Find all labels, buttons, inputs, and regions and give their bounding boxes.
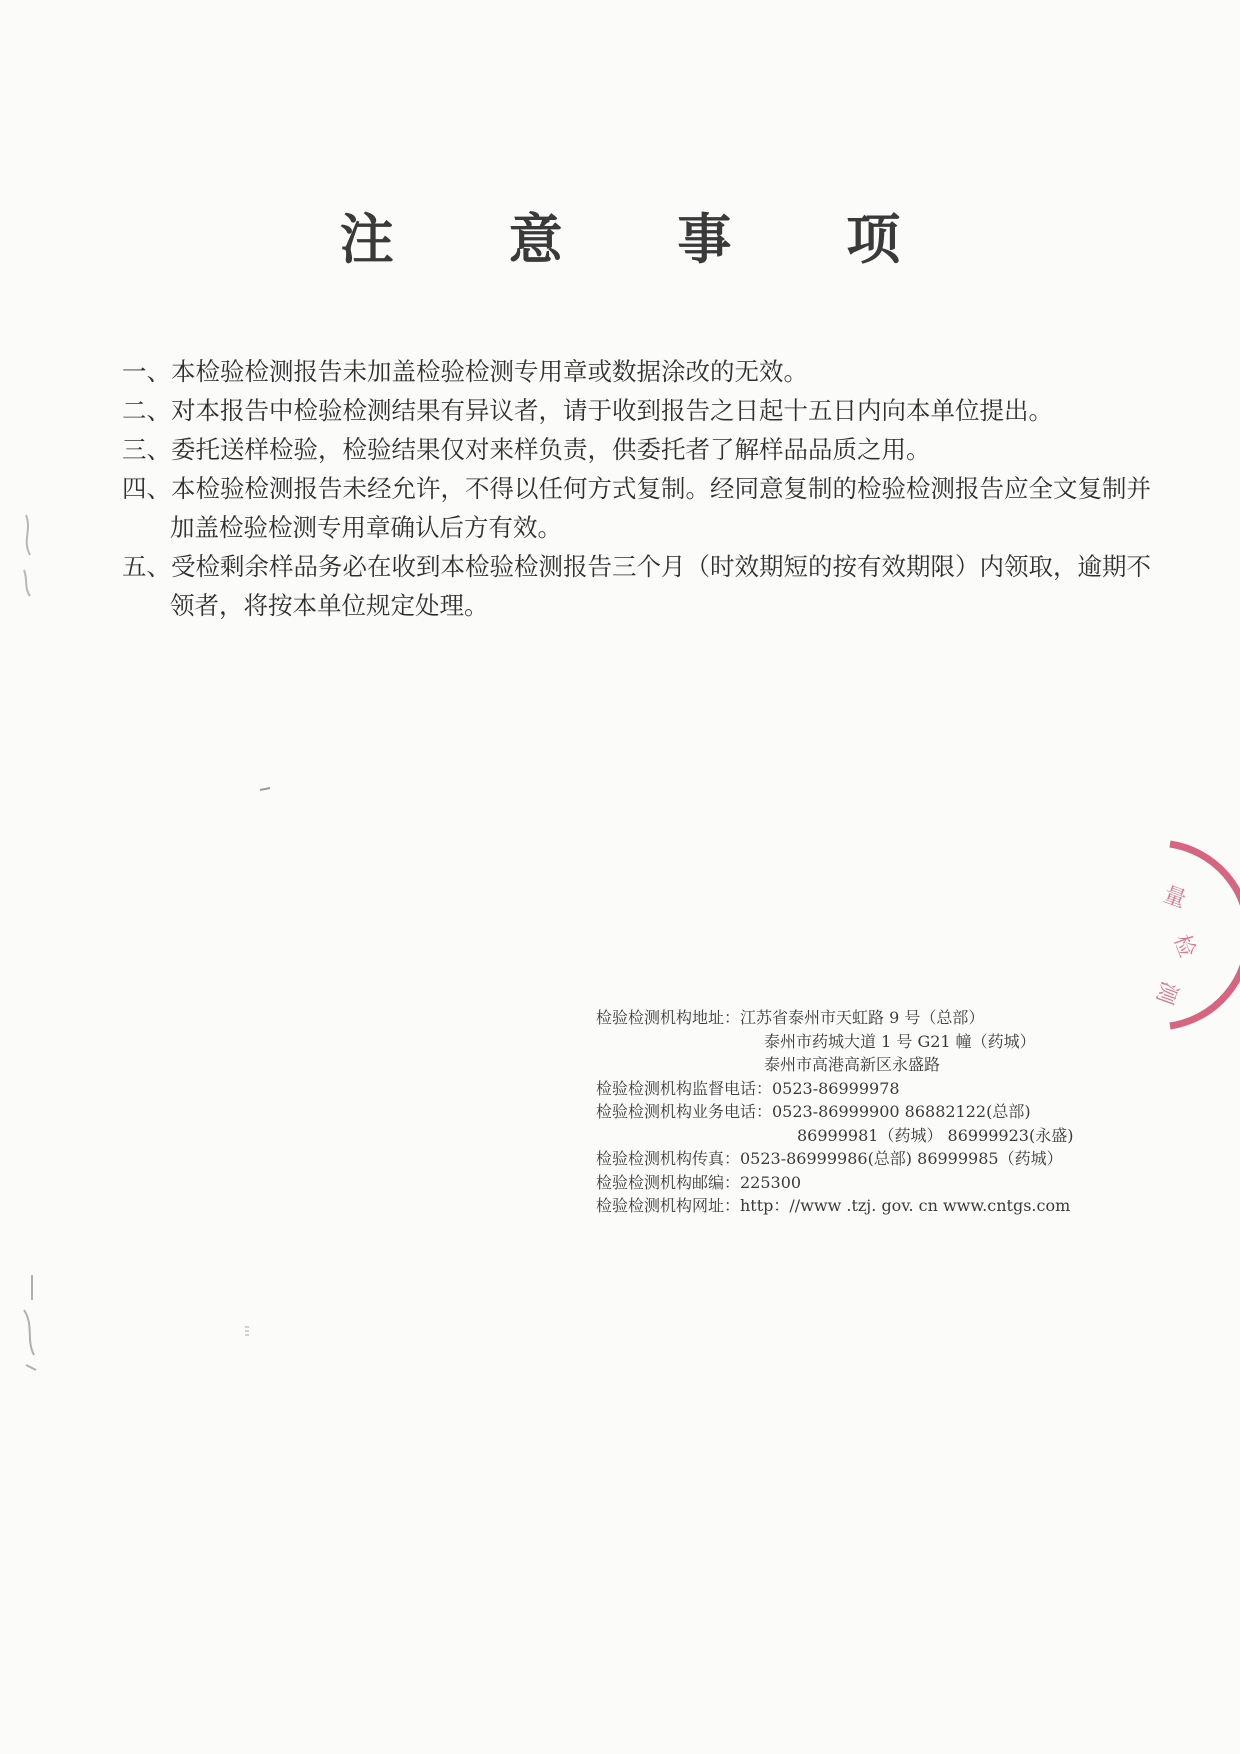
scan-speck — [258, 785, 278, 795]
note-item-3: 三、委托送样检验，检验结果仅对来样负责，供委托者了解样品品质之用。 — [122, 435, 931, 464]
page-title: 注 意 事 项 — [339, 208, 949, 271]
note-item-4: 四、本检验检测报告未经允许，不得以任何方式复制。经同意复制的检验检测报告应全文复制并加盖检验检测专用章确认后方有效。 — [122, 474, 1151, 542]
address-line-3: 泰州市高港高新区永盛路 — [764, 1055, 941, 1074]
address-line-2: 泰州市药城大道 1 号 G21 幢（药城） — [764, 1031, 1036, 1051]
address-line-1: 江苏省泰州市天虹路 9 号（总部） — [740, 1008, 985, 1027]
note-item-5: 五、受检剩余样品务必在收到本检验检测报告三个月（时效期短的按有效期限）内领取，逾期不领者，将按本单位规定处理。 — [122, 552, 1151, 620]
business-phone-1: 检验检测机构业务电话：0523-86999900 86882122(总部) — [596, 1102, 1031, 1121]
fax: 检验检测机构传真：0523-86999986(总部) 86999985（药城） — [596, 1149, 1063, 1168]
website: 检验检测机构网址：http：//www .tzj. gov. cn www.cntgs.com — [596, 1196, 1071, 1215]
business-phone-2: 86999981（药城） 86999923(永盛) — [797, 1125, 1074, 1145]
scan-mark — [14, 1270, 54, 1380]
contact-info — [596, 1006, 1156, 1218]
official-seal-stamp — [1140, 840, 1240, 1030]
supervision-phone: 检验检测机构监督电话：0523-86999978 — [596, 1078, 900, 1098]
svg-text:检: 检 — [1168, 931, 1200, 961]
note-item-1: 一、本检验检测报告未加盖检验检测专用章或数据涂改的无效。 — [122, 357, 808, 386]
svg-text:量: 量 — [1159, 882, 1190, 914]
seal-text — [1151, 882, 1200, 1007]
note-item-2: 二、对本报告中检验检测结果有异议者，请于收到报告之日起十五日内向本单位提出。 — [122, 396, 1053, 425]
address-row — [596, 1006, 1156, 1030]
address-label: 检验检测机构地址： — [596, 1008, 741, 1027]
postcode: 检验检测机构邮编：225300 — [596, 1172, 802, 1192]
notes-list — [122, 352, 1162, 625]
svg-text:测: 测 — [1150, 977, 1182, 1008]
scan-speck — [242, 1325, 252, 1339]
scan-mark — [14, 510, 54, 600]
